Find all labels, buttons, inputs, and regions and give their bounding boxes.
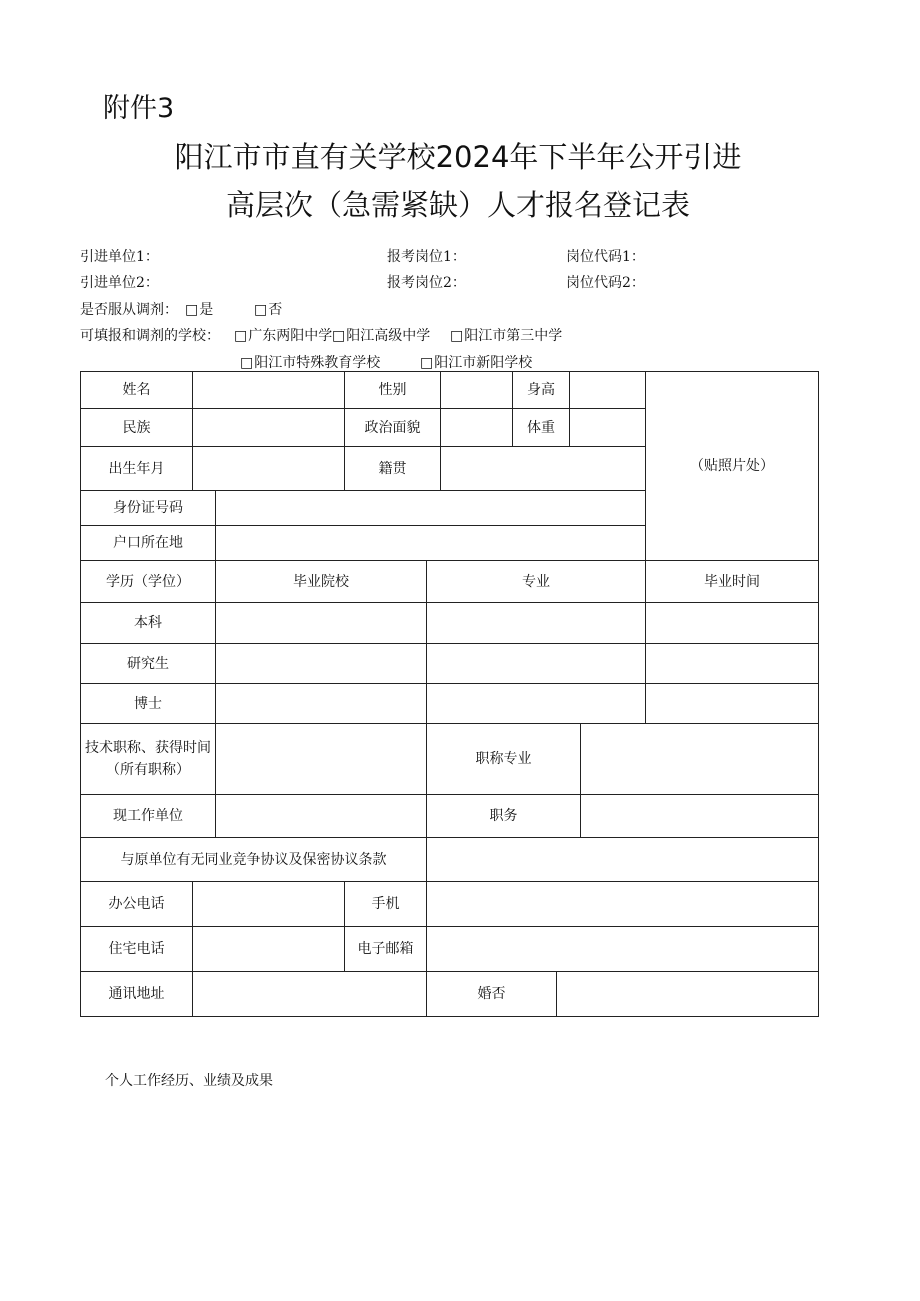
email-label: 电子邮箱 bbox=[344, 926, 427, 972]
unit2-label: 引进单位2： bbox=[80, 275, 159, 291]
graduation-time-header: 毕业时间 bbox=[645, 560, 819, 603]
adjust-no-label: 否 bbox=[268, 302, 283, 318]
weight-label: 体重 bbox=[512, 408, 570, 447]
name-field[interactable] bbox=[192, 371, 345, 409]
master-label: 研究生 bbox=[80, 643, 216, 684]
gender-field[interactable] bbox=[440, 371, 513, 409]
position-field[interactable] bbox=[580, 794, 819, 838]
photo-label: （贴照片处） bbox=[690, 458, 774, 474]
ethnicity-label: 民族 bbox=[80, 408, 193, 447]
attachment-label: 附件3 bbox=[103, 93, 175, 124]
adjust-yes-checkbox[interactable] bbox=[185, 299, 213, 319]
birth-date-label: 出生年月 bbox=[80, 446, 193, 491]
native-place-field[interactable] bbox=[440, 446, 646, 491]
adjust-label: 是否服从调剂： bbox=[80, 302, 178, 318]
adjust-yes-label: 是 bbox=[199, 302, 214, 318]
master-school-field[interactable] bbox=[215, 643, 427, 684]
post1-label: 报考岗位1： bbox=[387, 249, 466, 265]
page-title-line2: 高层次（急需紧缺）人才报名登记表 bbox=[225, 188, 690, 222]
office-phone-label: 办公电话 bbox=[80, 881, 193, 927]
doctor-label: 博士 bbox=[80, 683, 216, 724]
current-employer-label: 现工作单位 bbox=[80, 794, 216, 838]
name-label: 姓名 bbox=[80, 371, 193, 409]
school-checkbox-4[interactable] bbox=[240, 352, 380, 372]
school-label: 阳江市特殊教育学校 bbox=[254, 355, 381, 371]
address-field[interactable] bbox=[192, 971, 427, 1017]
school-label: 广东两阳中学 bbox=[248, 328, 333, 344]
email-field[interactable] bbox=[426, 926, 819, 972]
ethnicity-field[interactable] bbox=[192, 408, 345, 447]
bachelor-label: 本科 bbox=[80, 602, 216, 644]
id-number-field[interactable] bbox=[215, 490, 646, 526]
household-field[interactable] bbox=[215, 525, 646, 561]
schools-label: 可填报和调剂的学校： bbox=[80, 328, 220, 344]
title-major-field[interactable] bbox=[580, 723, 819, 795]
current-employer-field[interactable] bbox=[215, 794, 427, 838]
mobile-label: 手机 bbox=[344, 881, 427, 927]
doctor-time-field[interactable] bbox=[645, 683, 819, 724]
home-phone-label: 住宅电话 bbox=[80, 926, 193, 972]
doctor-major-field[interactable] bbox=[426, 683, 646, 724]
unit1-label: 引进单位1： bbox=[80, 249, 159, 265]
registration-form bbox=[80, 371, 819, 1017]
school-checkbox-2[interactable] bbox=[332, 325, 430, 345]
school-checkbox-1[interactable] bbox=[234, 325, 332, 345]
home-phone-field[interactable] bbox=[192, 926, 345, 972]
page-title-line1: 阳江市市直有关学校2024年下半年公开引进 bbox=[174, 140, 742, 174]
bachelor-time-field[interactable] bbox=[645, 602, 819, 644]
weight-field[interactable] bbox=[569, 408, 646, 447]
non-compete-label: 与原单位有无同业竞争协议及保密协议条款 bbox=[80, 837, 427, 882]
height-label: 身高 bbox=[512, 371, 570, 409]
office-phone-field[interactable] bbox=[192, 881, 345, 927]
marital-status-label: 婚否 bbox=[426, 971, 557, 1017]
school-checkbox-3[interactable] bbox=[450, 325, 562, 345]
height-field[interactable] bbox=[569, 371, 646, 409]
code2-label: 岗位代码2： bbox=[566, 275, 645, 291]
post2-label: 报考岗位2： bbox=[387, 275, 466, 291]
master-major-field[interactable] bbox=[426, 643, 646, 684]
adjust-no-checkbox[interactable] bbox=[254, 299, 282, 319]
major-header: 专业 bbox=[426, 560, 646, 603]
birth-date-field[interactable] bbox=[192, 446, 345, 491]
education-label: 学历（学位） bbox=[80, 560, 216, 603]
marital-status-field[interactable] bbox=[556, 971, 819, 1017]
school-checkbox-5[interactable] bbox=[420, 352, 532, 372]
native-place-label: 籍贯 bbox=[344, 446, 441, 491]
position-label: 职务 bbox=[426, 794, 581, 838]
school-label: 阳江高级中学 bbox=[346, 328, 431, 344]
non-compete-field[interactable] bbox=[426, 837, 819, 882]
address-label: 通讯地址 bbox=[80, 971, 193, 1017]
photo-area[interactable] bbox=[645, 371, 819, 561]
political-status-label: 政治面貌 bbox=[344, 408, 441, 447]
political-status-field[interactable] bbox=[440, 408, 513, 447]
school-label: 阳江市新阳学校 bbox=[434, 355, 533, 371]
school-label: 阳江市第三中学 bbox=[464, 328, 563, 344]
gender-label: 性别 bbox=[344, 371, 441, 409]
experience-label: 个人工作经历、业绩及成果 bbox=[105, 1073, 273, 1089]
household-label: 户口所在地 bbox=[80, 525, 216, 561]
professional-title-label: 技术职称、获得时间（所有职称） bbox=[80, 723, 216, 795]
bachelor-school-field[interactable] bbox=[215, 602, 427, 644]
doctor-school-field[interactable] bbox=[215, 683, 427, 724]
title-major-label: 职称专业 bbox=[426, 723, 581, 795]
mobile-field[interactable] bbox=[426, 881, 819, 927]
master-time-field[interactable] bbox=[645, 643, 819, 684]
professional-title-field[interactable] bbox=[215, 723, 427, 795]
bachelor-major-field[interactable] bbox=[426, 602, 646, 644]
code1-label: 岗位代码1： bbox=[566, 249, 645, 265]
graduate-school-header: 毕业院校 bbox=[215, 560, 427, 603]
id-number-label: 身份证号码 bbox=[80, 490, 216, 526]
